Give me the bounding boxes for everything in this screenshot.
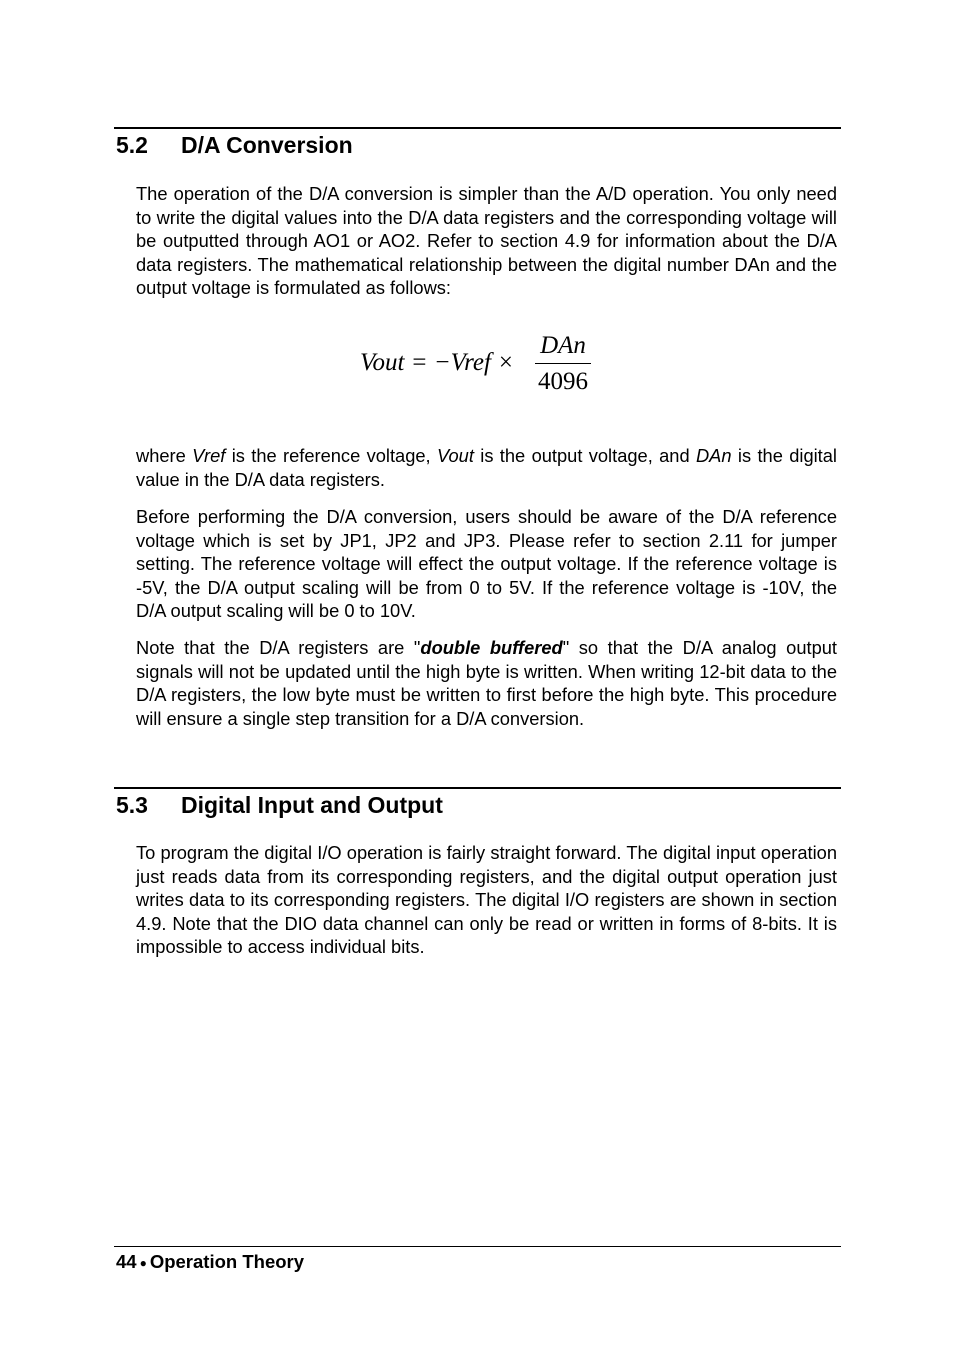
text-run: Note that the D/A registers are " [136,637,421,658]
section-number: 5.3 [116,792,148,818]
equation-denominator: 4096 [538,368,588,395]
equation-fraction [535,330,591,398]
chapter-title: Operation Theory [149,1251,305,1272]
paragraph-digital-io: To program the digital I/O operation is fairly straight forward. The digital input operation just reads data from its corresponding registers, and the digital output operation just writes data to its corresponding registers. The digital I/O registers are shown in section 4.9. Note that the DIO data channel can only be read or written in forms of 8-bits. It is impossible to access individual bits. [136,842,837,958]
section-heading-5-3 [116,792,443,819]
text-run: is the reference voltage, [225,445,437,466]
paragraph-intro: The operation of the D/A conversion is simpler than the A/D operation. You only need to write the digital values into the D/A data registers and the corresponding voltage will be outputted through AO1 or AO2. Refer to section 4.9 for information about the D/A data registers. The mathematical relationship between the digital number DAn and the output voltage is formulated as follows: [136,183,837,299]
bullet-icon: ● [139,1256,147,1271]
italic-term: DAn [695,445,732,466]
page-number: 44 [116,1251,137,1272]
text-run: is the output voltage, and [473,445,696,466]
bold-italic-term: double buffered [420,637,563,658]
italic-term: Vref [192,445,226,466]
italic-term: Vout [436,445,474,466]
paragraph-double-buffered [136,636,837,730]
section-heading-5-2 [116,132,353,159]
text-run: is the digital value in the D/A data registers. [136,445,837,490]
text-run: where [136,445,193,466]
paragraph-where [136,444,837,491]
section-title: Digital Input and Output [181,792,443,818]
section-number: 5.2 [116,132,148,158]
equation-lhs: Vout = −Vref × [360,349,515,376]
paragraph-reference-voltage: Before performing the D/A conversion, users should be aware of the D/A reference voltage which is set by JP1, JP2 and JP3. Please refer to section 2.11 for jumper setting. The reference voltage will effect the output voltage. If the reference voltage is -5V, the D/A output scaling will be from 0 to 5V. If the reference voltage is -10V, the D/A output scaling will be 0 to 10V. [136,506,837,622]
text-run: " so that the D/A analog output signals will not be updated until the high byte is written. When writing 12-bit data to the D/A registers, the low byte must be written to first before the high byte. This procedure will ensure a single step transition for a D/A conversion. [136,637,837,729]
section-rule-top [114,127,841,129]
section-title: D/A Conversion [181,132,353,158]
equation-numerator: DAn [540,332,586,359]
footer-rule [114,1246,841,1247]
section-rule-top [114,787,841,789]
fraction-bar [535,363,591,364]
page-footer [116,1251,304,1273]
